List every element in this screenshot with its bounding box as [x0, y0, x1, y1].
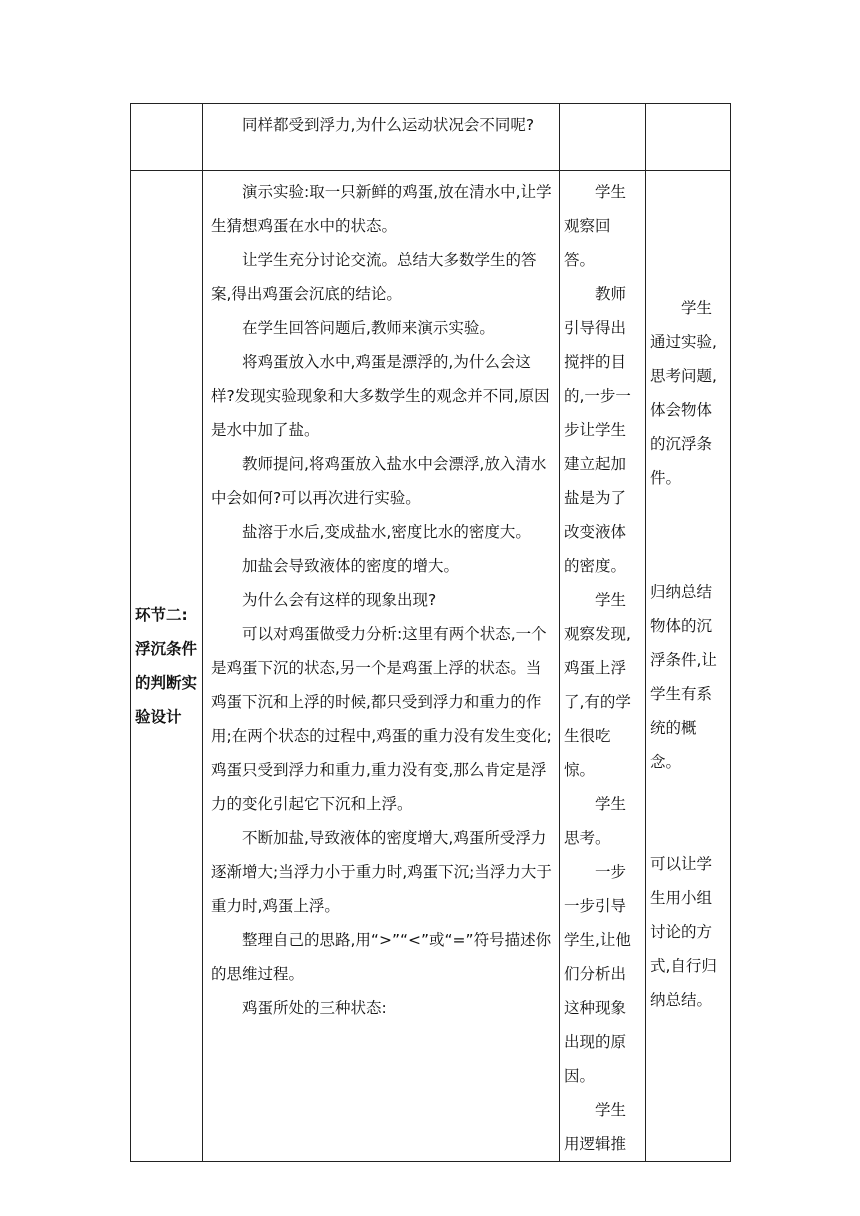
content-paragraph: 整理自己的思路,用“>”“<”或“=”符号描述你的思维过程。 — [211, 931, 552, 983]
content-paragraph: 不断加盐,导致液体的密度增大,鸡蛋所受浮力逐渐增大;当浮力小于重力时,鸡蛋下沉;当浮力大于重力时,鸡蛋上浮。 — [211, 829, 552, 915]
student-activity-item: 学生观察发现,鸡蛋上浮了,有的学生很吃惊。 — [564, 591, 631, 779]
table-row — [131, 104, 731, 171]
content-paragraph: 将鸡蛋放入水中,鸡蛋是漂浮的,为什么会这样?发现实验现象和大多数学生的观念并不同,原因是水中加了盐。 — [211, 353, 550, 439]
content-paragraph: 鸡蛋所处的三种状态: — [242, 999, 387, 1017]
student-activity-item: 教师引导得出搅拌的目的,一步一步让学生建立起加盐是为了改变液体的密度。 — [564, 285, 631, 575]
content-paragraph: 教师提问,将鸡蛋放入盐水中会漂浮,放入清水中会如何?可以再次进行实验。 — [211, 455, 547, 507]
content-paragraph: 为什么会有这样的现象出现? — [242, 591, 437, 609]
student-activity-item: 学生用逻辑推 — [564, 1101, 627, 1153]
student-activity-item: 学生观察回答。 — [564, 183, 627, 269]
content-paragraph: 在学生回答问题后,教师来演示实验。 — [242, 319, 495, 337]
purpose-item: 学生通过实验,思考问题,体会物体的沉浮条件。 — [650, 299, 717, 487]
stage-label: 环节二:浮沉条件的判断实验设计 — [135, 606, 198, 726]
table-row — [131, 171, 731, 1162]
teaching-content-cell — [203, 171, 560, 1162]
lesson-plan-table — [130, 103, 731, 1162]
stage-cell — [131, 171, 203, 1162]
content-paragraph: 盐溶于水后,变成盐水,密度比水的密度大。 — [242, 523, 531, 541]
student-activity-cell — [560, 171, 646, 1162]
teaching-content-cell — [203, 104, 560, 171]
student-activity-item: 一步一步引导学生,让他们分析出这种现象出现的原因。 — [564, 863, 631, 1085]
purpose-cell-empty — [646, 104, 731, 171]
stage-cell-empty — [131, 104, 203, 171]
student-activity-cell-empty — [560, 104, 646, 171]
content-paragraph: 演示实验:取一只新鲜的鸡蛋,放在清水中,让学生猜想鸡蛋在水中的状态。 — [211, 183, 552, 235]
student-activity-item: 学生思考。 — [564, 795, 627, 847]
content-paragraph: 可以对鸡蛋做受力分析:这里有两个状态,一个是鸡蛋下沉的状态,另一个是鸡蛋上浮的状态。当鸡蛋下沉和上浮的时候,都只受到浮力和重力的作用;在两个状态的过程中,鸡蛋的重力没有发生变化;鸡蛋只受到浮力和重力,重力没有变,那么肯定是浮力的变化引起它下沉和上浮。 — [211, 625, 552, 813]
content-paragraph: 同样都受到浮力,为什么运动状况会不同呢? — [242, 116, 535, 134]
purpose-item: 可以让学生用小组讨论的方式,自行归纳总结。 — [650, 855, 717, 1009]
content-paragraph: 让学生充分讨论交流。总结大多数学生的答案,得出鸡蛋会沉底的结论。 — [211, 251, 537, 303]
purpose-item: 归纳总结物体的沉浮条件,让学生有系统的概念。 — [650, 583, 717, 771]
purpose-cell — [646, 171, 731, 1162]
content-paragraph: 加盐会导致液体的密度的增大。 — [242, 557, 460, 575]
